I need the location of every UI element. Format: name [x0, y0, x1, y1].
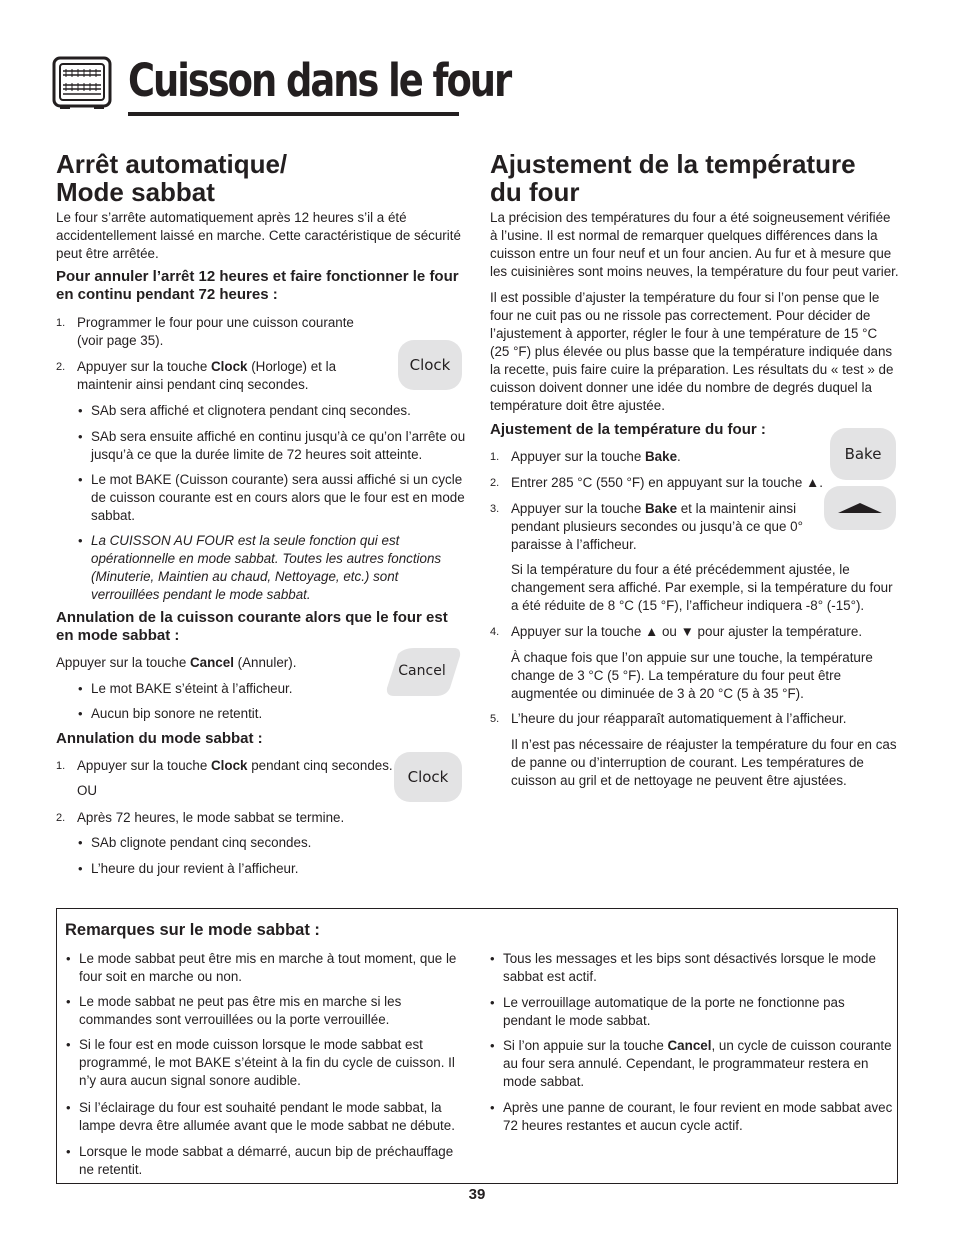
key-label: Cancel: [398, 663, 446, 679]
step-text: Programmer le four pour une cuisson courante (voir page 35).: [77, 315, 354, 348]
or-text: OU: [77, 783, 98, 798]
step-text: Appuyer sur la touche ▲ ou ▼ pour ajuster la température.: [511, 624, 863, 639]
title-underline: [128, 112, 459, 116]
bullet-text: SAb clignote pendant cinq secondes.: [91, 835, 312, 850]
page-number: 39: [468, 1186, 486, 1203]
step-text: [511, 500, 807, 554]
bullet: •: [78, 861, 83, 876]
bullet: •: [78, 835, 83, 850]
bullet: •: [78, 472, 83, 487]
heading-line: Mode sabbat: [56, 177, 215, 207]
bullet-text: L’heure du jour revient à l’afficheur.: [91, 861, 299, 876]
bake-key[interactable]: Bake: [830, 428, 896, 480]
oven-icon: [52, 56, 112, 110]
text-run: et la maintenir ainsi pendant plusieurs secondes ou jusqu’à ce que 0° paraisse à l’afficheur.: [511, 501, 803, 552]
cancel-bake-heading: Annulation de la cuisson courante alors que le four est en mode sabbat :: [56, 609, 448, 644]
bullet: •: [66, 1144, 71, 1159]
step-note: À chaque fois que l’on appuie sur une touche, la température change de 3 °C (5 °F). La température du four peut être augmentée ou diminuée de 3 à 20 °C (5 à 35 °F).: [511, 650, 873, 701]
step-number: 1.: [56, 760, 66, 772]
text-run: Appuyer sur la touche: [77, 758, 211, 773]
text-run: Si l’on appuie sur la touche: [503, 1038, 668, 1053]
bullet-text: Si le four est en mode cuisson lorsque le mode sabbat est programmé, le mot BAKE s’éteint à la fin du cycle de cuisson. Il n’y aura aucun signal sonore audible.: [79, 1037, 455, 1088]
step-number: 2.: [490, 477, 500, 489]
bullet: •: [490, 1100, 495, 1115]
key-name: Cancel: [190, 655, 234, 670]
bullet-text: Aucun bip sonore ne retentit.: [91, 706, 263, 721]
text-run: Appuyer sur la touche: [511, 501, 645, 516]
step-number: 1.: [490, 451, 500, 463]
text-run: (Horloge) et la maintenir ainsi pendant cinq secondes.: [77, 359, 337, 392]
bullet: •: [490, 995, 495, 1010]
step-text: [511, 448, 821, 466]
step-number: 2.: [56, 812, 66, 824]
section-temp-adjust: [490, 150, 900, 415]
bullet-text: Lorsque le mode sabbat a démarré, aucun bip de préchauffage ne retentit.: [79, 1144, 454, 1177]
text-run: Appuyer sur la touche: [511, 449, 645, 464]
key-name: Bake: [645, 449, 678, 464]
paragraph: Il est possible d’ajuster la température du four si l’on pense que le four ne cuit pas ou ne rissole pas correctement. Pour décider de l’ajustement à apporter, régler le four à une température de 15 °C (25 °F) plus élevée ou plus basse que la température indiquée dans la recette, puis faire cuire la préparation. Les résultats du « test » de cuisson doivent donner une idée du nombre de degrés duquel la température doit être ajustée.: [490, 290, 894, 413]
sabbath-notes-box: [56, 908, 898, 1184]
bullet: •: [78, 403, 83, 418]
step-text: [77, 358, 347, 394]
heading-line: Ajustement de la température: [490, 149, 856, 179]
bullet-text: Le mot BAKE s’éteint à l’afficheur.: [91, 681, 293, 696]
key-name: Cancel: [667, 1038, 712, 1053]
bullet: •: [66, 1037, 71, 1052]
bullet-text: Le mode sabbat ne peut pas être mis en marche si les commandes sont verrouillées ou la porte verrouillée.: [79, 994, 402, 1027]
step-number: 4.: [490, 626, 500, 638]
bullet-text: Tous les messages et les bips sont désactivés lorsque le mode sabbat est actif.: [503, 951, 876, 984]
bullet: •: [78, 429, 83, 444]
bullet: •: [490, 951, 495, 966]
key-name: Clock: [211, 758, 248, 773]
bullet-text: [503, 1037, 893, 1091]
text-run: (Annuler).: [233, 655, 297, 670]
heading-line: du four: [490, 177, 580, 207]
step-text: L’heure du jour réapparaît automatiquement à l’afficheur.: [511, 711, 847, 726]
bullet: •: [66, 1100, 71, 1115]
key-name: Clock: [211, 359, 248, 374]
notes-heading: Remarques sur le mode sabbat :: [65, 921, 320, 939]
text-run: , un cycle de cuisson courante au four sera annulé. Cependant, le programmateur restera en mode sabbat.: [503, 1038, 892, 1089]
step-note: Il n’est pas nécessaire de réajuster la température du four en cas de panne ou d’interruption de courant. Les températures de cuisson au gril et de nettoyage ne peuvent être ajustées.: [511, 737, 897, 788]
bullet-text: La CUISSON AU FOUR est la seule fonction qui est opérationnelle en mode sabbat. Toutes les autres fonctions (Minuterie, Maintien au chaud, Nettoyage, etc.) sont verrouillées pendant le mode sabbat.: [91, 533, 442, 602]
step-number: 1.: [56, 317, 66, 329]
bullet: •: [66, 951, 71, 966]
bullet-text: SAb sera affiché et clignotera pendant cinq secondes.: [91, 403, 411, 418]
bullet-text: Après une panne de courant, le four revient en mode sabbat avec 72 heures restantes et aucun cycle actif.: [503, 1100, 893, 1133]
text-run: Appuyer sur la touche: [77, 359, 211, 374]
intro-paragraph: Le four s’arrête automatiquement après 12 heures s’il a été accidentellement laissé en marche. Cette caractéristique de sécurité peut être arrêtée.: [56, 210, 461, 261]
text-run: .: [677, 449, 681, 464]
bullet: •: [78, 533, 83, 548]
text-run: pendant cinq secondes.: [247, 758, 393, 773]
clock-key[interactable]: Clock: [394, 752, 462, 802]
step-number: 3.: [490, 503, 500, 515]
section-heading: [56, 150, 466, 206]
text-run: Appuyer sur la touche: [56, 655, 190, 670]
up-arrow-icon: [837, 501, 883, 515]
temp-adjust-subheading: Ajustement de la température du four :: [490, 421, 766, 438]
key-name: Bake: [645, 501, 678, 516]
up-arrow-key[interactable]: [824, 486, 896, 530]
bullet: •: [78, 681, 83, 696]
step-note: Si la température du four a été précédemment ajustée, le changement sera affiché. Par exemple, si la température du four a été réduite de 8 °C (15 °F), l’afficheur indiquera -8° (-15°).: [511, 562, 893, 613]
clock-key[interactable]: Clock: [398, 340, 462, 390]
cancel-12h-heading: Pour annuler l’arrêt 12 heures et faire fonctionner le four en continu pendant 72 heures :: [56, 268, 459, 303]
bullet: •: [78, 706, 83, 721]
bullet-text: Le mot BAKE (Cuisson courante) sera aussi affiché si un cycle de cuisson courante est en cours alors que le four est en mode sabbat.: [91, 472, 465, 523]
cancel-key[interactable]: [384, 646, 462, 698]
cancel-sabbath-heading: Annulation du mode sabbat :: [56, 730, 263, 747]
bullet: •: [490, 1038, 495, 1053]
page-title: Cuisson dans le four: [128, 54, 511, 107]
bullet-text: Le verrouillage automatique de la porte ne fonctionne pas pendant le mode sabbat.: [503, 995, 845, 1028]
cancel-bake-instruction: [56, 654, 356, 672]
bullet-text: Le mode sabbat peut être mis en marche à tout moment, que le four soit en marche ou non.: [79, 951, 457, 984]
heading-line: Arrêt automatique/: [56, 149, 288, 179]
step-text: Après 72 heures, le mode sabbat se termine.: [77, 810, 345, 825]
paragraph: La précision des températures du four a été soigneusement vérifiée à l’usine. Il est normal de remarquer quelques différences dans la cuisson entre un four neuf et un four ancien. Au fur et à mesure que les cuisinières sont moins neuves, la température du four peut varier.: [490, 210, 899, 279]
step-number: 5.: [490, 713, 500, 725]
step-text: [77, 757, 397, 775]
bullet-text: SAb sera ensuite affiché en continu jusqu’à ce qu’on l’arrête ou jusqu’à ce que la durée limite de 72 heures soit atteinte.: [91, 429, 466, 462]
bullet: •: [66, 994, 71, 1009]
section-heading: [490, 150, 900, 206]
step-text: Entrer 285 °C (550 °F) en appuyant sur la touche ▲.: [511, 475, 824, 490]
bullet-text: Si l’éclairage du four est souhaité pendant le mode sabbat, la lampe devra être allumée avant que le mode sabbat ne débute.: [79, 1100, 455, 1133]
step-number: 2.: [56, 361, 66, 373]
section-auto-off: [56, 150, 466, 263]
